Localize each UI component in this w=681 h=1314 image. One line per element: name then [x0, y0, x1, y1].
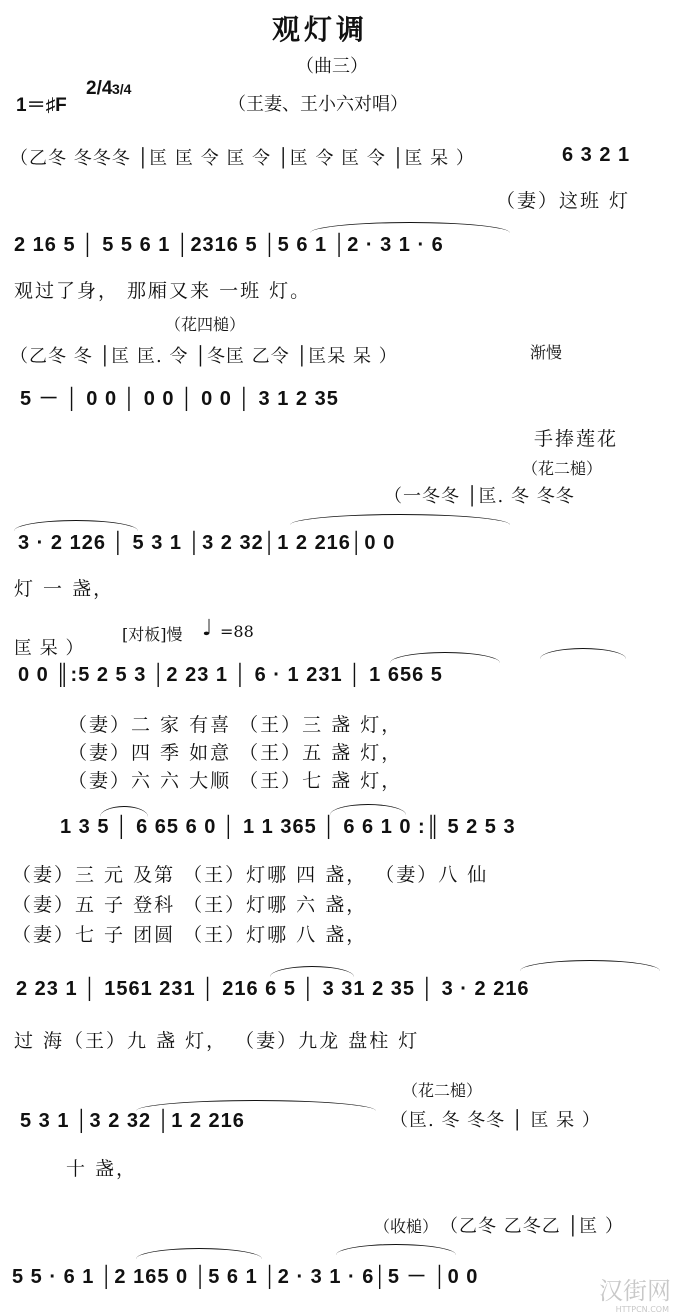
slur-mark	[270, 966, 354, 977]
subtitle: （曲三）	[296, 56, 368, 77]
metronome-mark: =88	[220, 622, 254, 641]
time-signature-3-4	[112, 80, 131, 98]
tempo-mark: [对板]慢	[122, 625, 183, 644]
lyric-line: （妻）七 子 团圆 （王）灯哪 八 盏，	[12, 924, 368, 946]
slur-mark	[336, 1244, 456, 1255]
slur-mark	[136, 1248, 262, 1259]
lyric-line: （妻）这班 灯	[496, 190, 631, 212]
slur-mark	[14, 520, 138, 531]
notation-line: 2 16 5 │ 5 5 6 1 │2316 5 │5 6 1 │2 · 3 1 · 6	[14, 234, 444, 256]
lyric-line: （妻）六 六 大顺 （王）七 盏 灯，	[68, 770, 403, 792]
slur-mark	[310, 222, 510, 233]
lyric-line: （妻）二 家 有喜 （王）三 盏 灯，	[68, 714, 403, 736]
lyric-line: 灯 一 盏，	[14, 578, 115, 600]
key-signature: 1＝♯F	[16, 95, 67, 116]
lyric-line: （妻）五 子 登科 （王）灯哪 六 盏，	[12, 894, 368, 916]
annotation: （花二槌）	[522, 459, 603, 478]
time-signature-text: 2/4	[86, 78, 113, 99]
slur-mark	[540, 648, 626, 659]
annotation: （花四槌）	[165, 315, 246, 334]
percussion-line: 匡 呆 ）	[14, 638, 85, 659]
percussion-line: （乙冬 冬 │匡 匡. 令 │冬匡 乙令 │匡呆 呆 ）	[10, 346, 398, 367]
lyric-line: （妻）四 季 如意 （王）五 盏 灯，	[68, 742, 403, 764]
watermark-logo: 汉街网	[599, 1277, 671, 1305]
watermark-url: HTTPCN.COM	[615, 1305, 669, 1314]
percussion-line: （一冬冬 │匡. 冬 冬冬	[384, 486, 575, 507]
percussion-line: （乙冬 乙冬乙 │匡 ）	[440, 1216, 625, 1237]
notation-line: 5 3 1 │3 2 32 │1 2 216	[20, 1110, 245, 1132]
notation-line: 0 0 ║:5 2 5 3 │2 23 1 │ 6 · 1 231 │ 1 656 5	[18, 664, 443, 686]
notation-line: 1 3 5 │ 6 65 6 0 │ 1 1 365 │ 6 6 1 0 :║ 5 2 5 3	[60, 816, 516, 838]
slur-mark	[390, 652, 500, 663]
lyric-line: 手捧莲花	[534, 428, 619, 450]
tempo-mark: 渐慢	[530, 343, 563, 362]
time-signature-2-4	[86, 80, 112, 98]
lyric-line: 十 盏，	[66, 1158, 138, 1180]
performers-note: （王妻、王小六对唱）	[228, 94, 408, 115]
percussion-line: （乙冬 冬冬冬 │匡 匡 令 匡 令 │匡 令 匡 令 │匡 呆 ）	[10, 148, 475, 169]
lyric-line: 过 海（王）九 盏 灯， （妻）九龙 盘柱 灯	[14, 1030, 420, 1052]
percussion-line: （匡. 冬 冬冬 │ 匡 呆 ）	[390, 1110, 601, 1131]
slur-mark	[290, 514, 510, 525]
annotation: （花二槌）	[402, 1081, 483, 1100]
quarter-note-icon: ♩	[202, 616, 213, 641]
notation-line: 3 · 2 126 │ 5 3 1 │3 2 32│1 2 216│0 0	[18, 532, 396, 554]
lyric-line: （妻）三 元 及第 （王）灯哪 四 盏， （妻）八 仙	[12, 864, 489, 886]
notation-line: 5 5 · 6 1 │2 165 0 │5 6 1 │2 · 3 1 · 6│5 － │0 0	[12, 1266, 479, 1288]
lyric-line: 观过了身， 那厢又来 一班 灯。	[14, 280, 312, 302]
slur-mark	[330, 804, 406, 815]
time-signature-text: 3/4	[112, 81, 132, 97]
annotation: （收槌）	[374, 1217, 439, 1236]
notation-line: 5 － │ 0 0 │ 0 0 │ 0 0 │ 3 1 2 35	[20, 388, 339, 410]
slur-mark	[520, 960, 660, 971]
notation-line: 6 3 2 1	[562, 144, 631, 166]
page-title: 观灯调	[272, 13, 369, 46]
notation-line: 2 23 1 │ 1561 231 │ 216 6 5 │ 3 31 2 35 │ 3 · 2 216	[16, 978, 530, 1000]
